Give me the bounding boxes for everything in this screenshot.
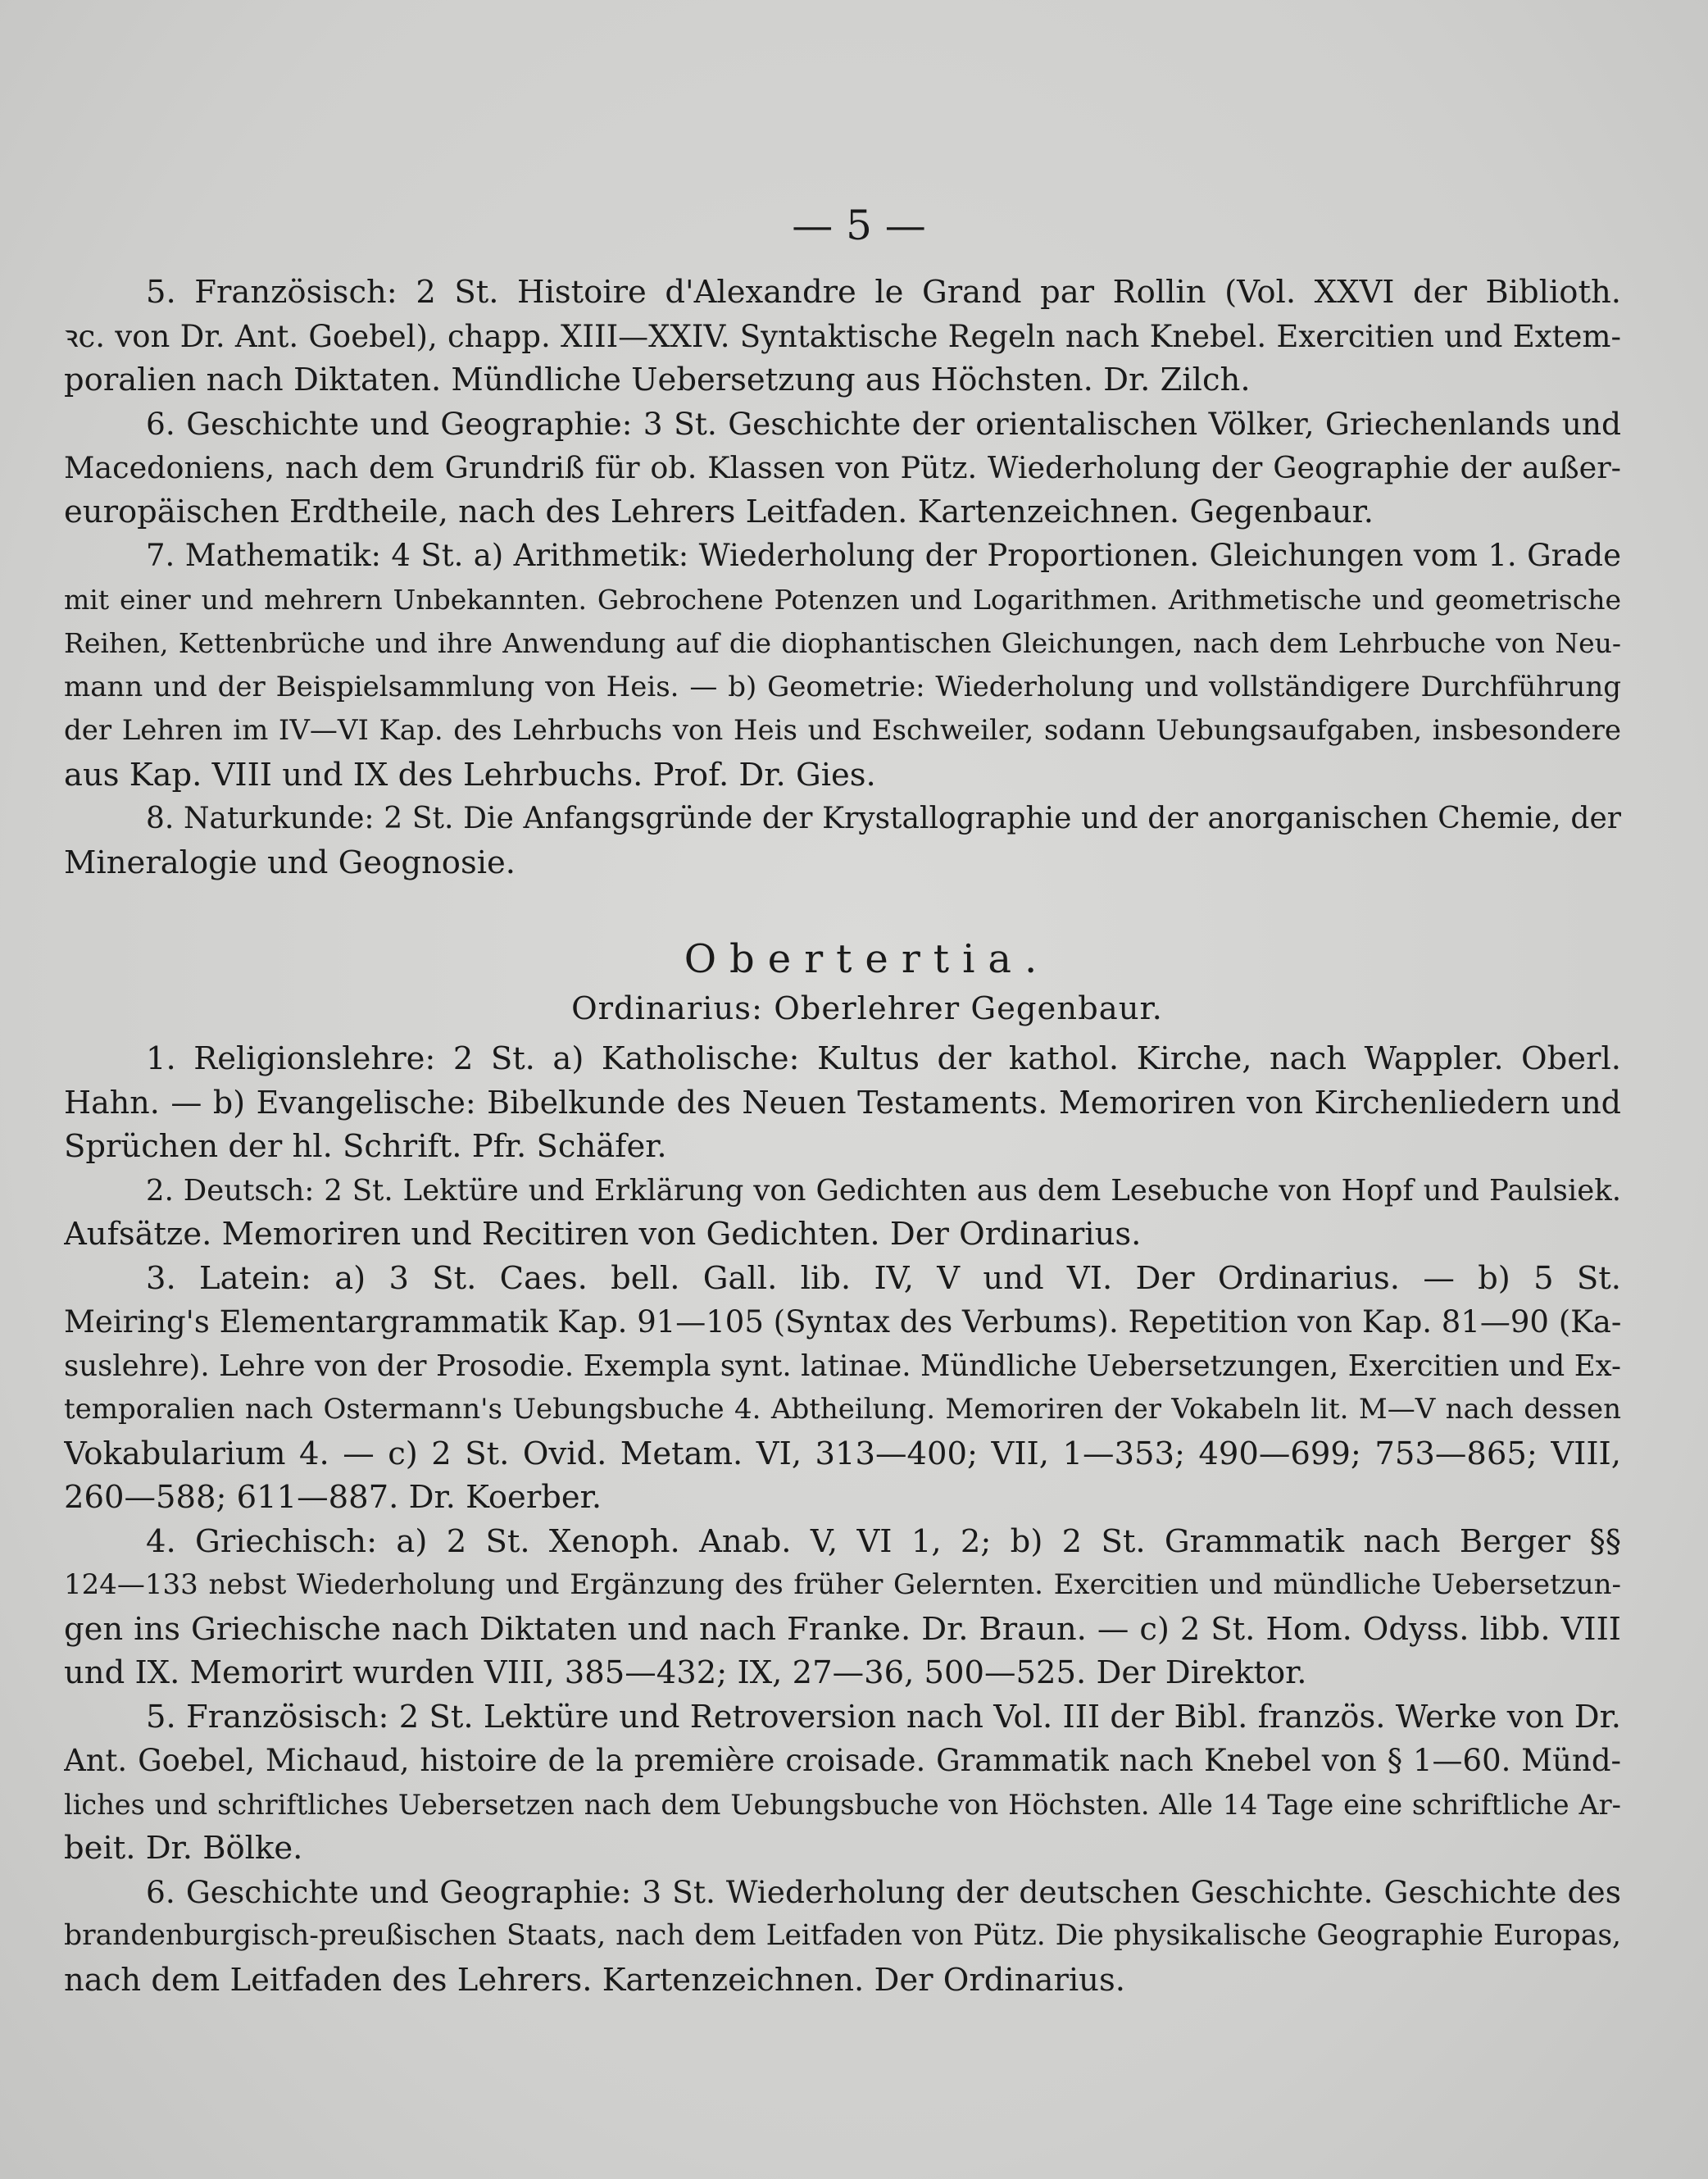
text-line: poralien nach Diktaten. Mündliche Uebersetzung aus Höchsten. Dr. Zilch. <box>64 362 1251 398</box>
section-heading: Obertertia. <box>684 936 1051 982</box>
text-line: brandenburgisch-preußischen Staats, nach dem Leitfaden von Pütz. Die physikalische Geographie Europas, <box>64 1919 1621 1952</box>
text-line: Meiring's Elementargrammatik Kap. 91—105 (Syntax des Verbums). Repetition von Kap. 81—90 (Ka- <box>64 1304 1621 1340</box>
text-line: aus Kap. VIII und IX des Lehrbuchs. Prof. Dr. Gies. <box>64 756 876 794</box>
text-line: liches und schriftliches Uebersetzen nach dem Uebungsbuche von Höchsten. Alle 14 Tage eine schriftliche Ar- <box>64 1788 1621 1821</box>
section-sekunda-continued <box>64 271 1621 885</box>
text-line: 5. Französisch: 2 St. Lektüre und Retroversion nach Vol. III der Bibl. französ. Werke von Dr. <box>146 1698 1621 1735</box>
text-line: Sprüchen der hl. Schrift. Pfr. Schäfer. <box>64 1128 667 1165</box>
text-line: europäischen Erdtheile, nach des Lehrers Leitfaden. Kartenzeichnen. Gegenbaur. <box>64 493 1374 530</box>
section-subheading: Ordinarius: Oberlehrer Gegenbaur. <box>571 990 1163 1027</box>
text-line: beit. Dr. Bölke. <box>64 1830 303 1867</box>
text-line: nach dem Leitfaden des Lehrers. Kartenzeichnen. Der Ordinarius. <box>64 1961 1125 1999</box>
text-line: Mineralogie und Geognosie. <box>64 844 516 881</box>
text-line: der Lehren im IV—VI Kap. des Lehrbuchs von Heis und Eschweiler, sodann Uebungsaufgaben, insbesondere <box>64 714 1621 747</box>
section-spacer <box>64 885 1621 932</box>
text-line: temporalien nach Ostermann's Uebungsbuche 4. Abtheilung. Memoriren der Vokabeln lit. M—V nach dessen <box>64 1393 1621 1426</box>
text-line: 2. Deutsch: 2 St. Lektüre und Erklärung von Gedichten aus dem Lesebuche von Hopf und Paulsiek. <box>146 1173 1621 1208</box>
text-line: Reihen, Kettenbrüche und ihre Anwendung auf die diophantischen Gleichungen, nach dem Lehrbuche von Neu- <box>64 627 1621 659</box>
text-line: 4. Griechisch: a) 2 St. Xenoph. Anab. V, VI 1, 2; b) 2 St. Grammatik nach Berger §§ <box>146 1522 1621 1560</box>
text-line: 124—133 nebst Wiederholung und Ergänzung des früher Gelernten. Exercitien und mündliche Uebersetzun- <box>64 1568 1621 1601</box>
text-line: suslehre). Lehre von der Prosodie. Exempla synt. latinae. Mündliche Uebersetzungen, Exercitien und Ex- <box>64 1349 1621 1383</box>
text-line: mann und der Beispielsammlung von Heis. — b) Geometrie: Wiederholung und vollständigere Durchführung <box>64 670 1621 703</box>
text-line: 1. Religionslehre: 2 St. a) Katholische: Kultus der kathol. Kirche, nach Wappler. Oberl. <box>146 1040 1621 1077</box>
text-line: und IX. Memorirt wurden VIII, 385—432; IX, 27—36, 500—525. Der Direktor. <box>64 1654 1307 1691</box>
text-line: Aufsätze. Memoriren und Recitiren von Gedichten. Der Ordinarius. <box>64 1216 1142 1253</box>
section-obertertia <box>64 932 1621 2002</box>
text-line: 6. Geschichte und Geographie: 3 St. Geschichte der orientalischen Völker, Griechenlands und <box>146 405 1621 442</box>
text-line: Ant. Goebel, Michaud, histoire de la première croisade. Grammatik nach Knebel von § 1—60. Münd- <box>64 1743 1621 1778</box>
text-line: 6. Geschichte und Geographie: 3 St. Wiederholung der deutschen Geschichte. Geschichte des <box>146 1873 1621 1910</box>
text-line: mit einer und mehrern Unbekannten. Gebrochene Potenzen und Logarithmen. Arithmetische und geometrische <box>64 583 1621 616</box>
text-line: Macedoniens, nach dem Grundriß für ob. Klassen von Pütz. Wiederholung der Geographie der außer- <box>64 450 1621 485</box>
text-line: 3. Latein: a) 3 St. Caes. bell. Gall. lib. IV, V und VI. Der Ordinarius. — b) 5 St. <box>146 1259 1621 1297</box>
text-line: 7. Mathematik: 4 St. a) Arithmetik: Wiederholung der Proportionen. Gleichungen vom 1. Grade <box>146 538 1621 573</box>
text-line: 260—588; 611—887. Dr. Koerber. <box>64 1479 602 1516</box>
text-line: Vokabularium 4. — c) 2 St. Ovid. Metam. VI, 313—400; VII, 1—353; 490—699; 753—865; VIII, <box>64 1435 1621 1472</box>
text-line: gen ins Griechische nach Diktaten und nach Franke. Dr. Braun. — c) 2 St. Hom. Odyss. libb. VIII <box>64 1610 1621 1648</box>
text-line: 8. Naturkunde: 2 St. Die Anfangsgründe der Krystallographie und der anorganischen Chemie, der <box>146 802 1621 835</box>
page-number: — 5 — <box>792 202 926 249</box>
document-page <box>64 197 1621 2002</box>
text-line: ꝛc. von Dr. Ant. Goebel), chapp. XIII—XXIV. Syntaktische Regeln nach Knebel. Exercitien und Extem- <box>64 318 1621 354</box>
text-line: Hahn. — b) Evangelische: Bibelkunde des Neuen Testaments. Memoriren von Kirchenliedern und <box>64 1084 1621 1121</box>
text-line: 5. Französisch: 2 St. Histoire d'Alexandre le Grand par Rollin (Vol. XXVI der Biblioth. <box>146 274 1621 311</box>
